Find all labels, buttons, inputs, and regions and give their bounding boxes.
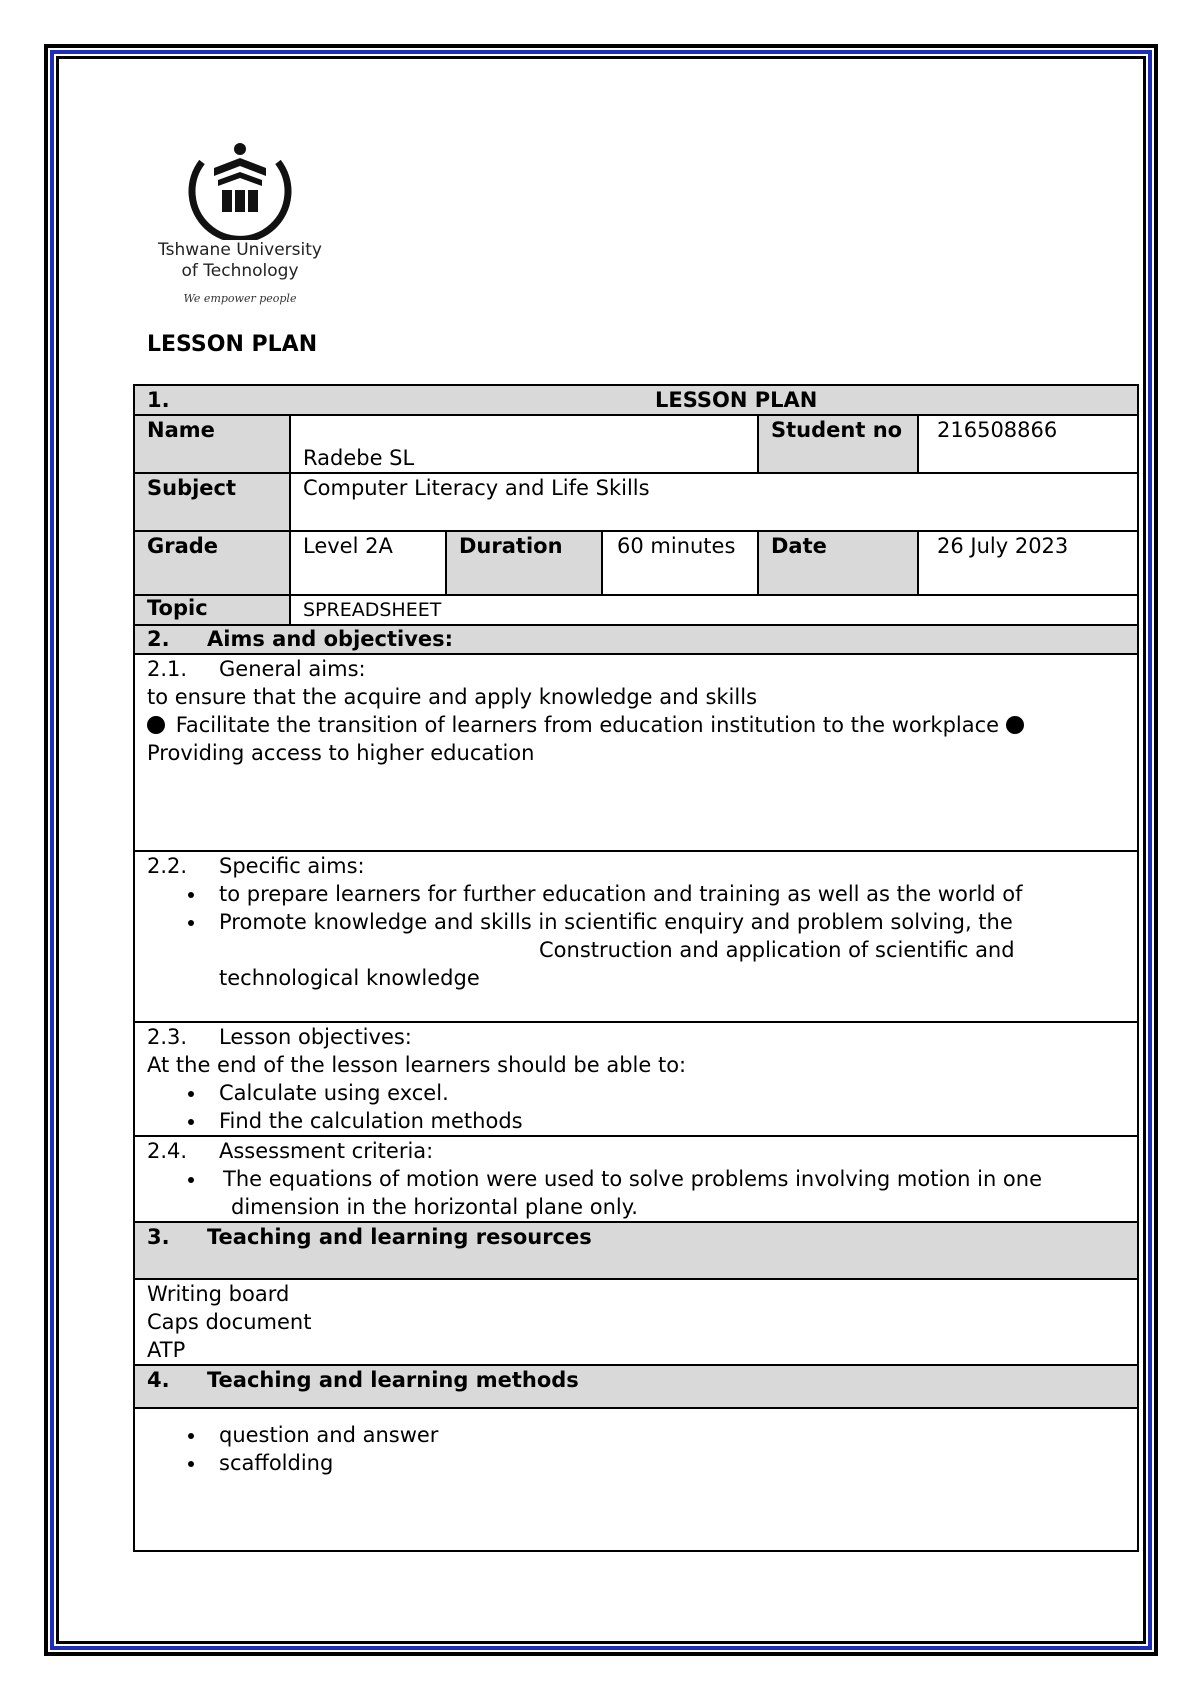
assessment-criteria-cell bbox=[134, 1136, 1138, 1222]
topic-row bbox=[134, 595, 1138, 625]
general-aims-cell bbox=[134, 654, 1138, 851]
resource-item: Caps document bbox=[147, 1310, 312, 1334]
grade-value: Level 2A bbox=[290, 531, 446, 595]
lesson-objectives-bullet2: • Find the calculation methods bbox=[207, 1107, 1125, 1135]
bullet-dot-icon bbox=[1006, 716, 1024, 734]
university-emblem-icon bbox=[180, 140, 300, 240]
lesson-objectives-cell bbox=[134, 1022, 1138, 1136]
resource-item: Writing board bbox=[147, 1282, 290, 1306]
student-no-label: Student no bbox=[758, 415, 918, 473]
duration-label: Duration bbox=[446, 531, 602, 595]
section4-title: Teaching and learning methods bbox=[207, 1368, 579, 1392]
logo-tagline: We empower people bbox=[183, 292, 297, 305]
grade-label: Grade bbox=[134, 531, 290, 595]
specific-aims-bullet2 bbox=[207, 908, 1125, 992]
duration-value: 60 minutes bbox=[602, 531, 758, 595]
section4-number: 4. bbox=[147, 1368, 170, 1392]
resource-item: ATP bbox=[147, 1338, 186, 1362]
section2-number: 2. bbox=[147, 627, 170, 651]
subject-row bbox=[134, 473, 1138, 531]
method-item: • question and answer bbox=[207, 1421, 1125, 1449]
section3-title: Teaching and learning resources bbox=[207, 1225, 592, 1249]
assessment-criteria-number: 2.4. bbox=[147, 1139, 188, 1163]
general-aims-row bbox=[134, 654, 1138, 851]
student-no-value: 216508866 bbox=[918, 415, 1138, 473]
general-aims-line3: Providing access to higher education bbox=[147, 741, 535, 765]
section3-number: 3. bbox=[147, 1225, 170, 1249]
section3-content-row bbox=[134, 1279, 1138, 1365]
name-value: Radebe SL bbox=[290, 415, 758, 473]
date-value: 26 July 2023 bbox=[918, 531, 1138, 595]
section2-header-row bbox=[134, 625, 1138, 654]
section3-header bbox=[134, 1222, 1138, 1279]
topic-value: SPREADSHEET bbox=[290, 595, 1138, 625]
general-aims-title: General aims: bbox=[219, 657, 366, 681]
section1-number: 1. bbox=[147, 388, 170, 412]
section4-content-row bbox=[134, 1408, 1138, 1551]
method-item: • scaffolding bbox=[207, 1449, 1125, 1477]
section2-title: Aims and objectives: bbox=[207, 627, 454, 651]
lesson-plan-table bbox=[133, 384, 1139, 1552]
name-label: Name bbox=[134, 415, 290, 473]
topic-label: Topic bbox=[134, 595, 290, 625]
general-aims-line2: Facilitate the transition of learners from education institution to the workplace bbox=[175, 713, 1000, 737]
name-row bbox=[134, 415, 1138, 473]
specific-aims-row bbox=[134, 851, 1138, 1022]
subject-label: Subject bbox=[134, 473, 290, 531]
specific-aims-bullet1: • to prepare learners for further education and training as well as the world of bbox=[207, 880, 1125, 908]
resources-list bbox=[134, 1279, 1138, 1365]
subject-value: Computer Literacy and Life Skills bbox=[290, 473, 1138, 531]
logo-name-line2: of Technology bbox=[181, 261, 299, 281]
lesson-objectives-title: Lesson objectives: bbox=[219, 1025, 412, 1049]
section1-header-row bbox=[134, 385, 1138, 415]
logo-name-line1: Tshwane University bbox=[158, 240, 322, 260]
assessment-criteria-title: Assessment criteria: bbox=[219, 1139, 434, 1163]
specific-aims-title: Specific aims: bbox=[219, 854, 365, 878]
methods-list-cell bbox=[134, 1408, 1138, 1551]
specific-aims-bullet2a: Promote knowledge and skills in scientific enquiry and problem solving, the bbox=[219, 910, 1013, 934]
section1-title: LESSON PLAN bbox=[655, 388, 818, 412]
specific-aims-bullet2b: Construction and application of scientific and technological knowledge bbox=[219, 938, 1015, 990]
assessment-criteria-row bbox=[134, 1136, 1138, 1222]
bullet-dot-icon bbox=[147, 716, 165, 734]
specific-aims-cell bbox=[134, 851, 1138, 1022]
lesson-objectives-number: 2.3. bbox=[147, 1025, 188, 1049]
section3-header-row bbox=[134, 1222, 1138, 1279]
date-label: Date bbox=[758, 531, 918, 595]
assessment-criteria-bullet1: • The equations of motion were used to solve problems involving motion in one dimension in the horizontal plane only. bbox=[207, 1165, 1125, 1221]
general-aims-line1: to ensure that the acquire and apply knowledge and skills bbox=[147, 685, 758, 709]
specific-aims-number: 2.2. bbox=[147, 854, 188, 878]
document-title: LESSON PLAN bbox=[147, 332, 318, 357]
general-aims-number: 2.1. bbox=[147, 657, 188, 681]
lesson-objectives-row bbox=[134, 1022, 1138, 1136]
lesson-objectives-intro: At the end of the lesson learners should be able to: bbox=[147, 1053, 687, 1077]
section4-header-row bbox=[134, 1365, 1138, 1408]
grade-row bbox=[134, 531, 1138, 595]
university-logo bbox=[140, 140, 340, 310]
section1-header bbox=[134, 385, 1138, 415]
lesson-objectives-bullet1: • Calculate using excel. bbox=[207, 1079, 1125, 1107]
section4-header bbox=[134, 1365, 1138, 1408]
section2-header bbox=[134, 625, 1138, 654]
